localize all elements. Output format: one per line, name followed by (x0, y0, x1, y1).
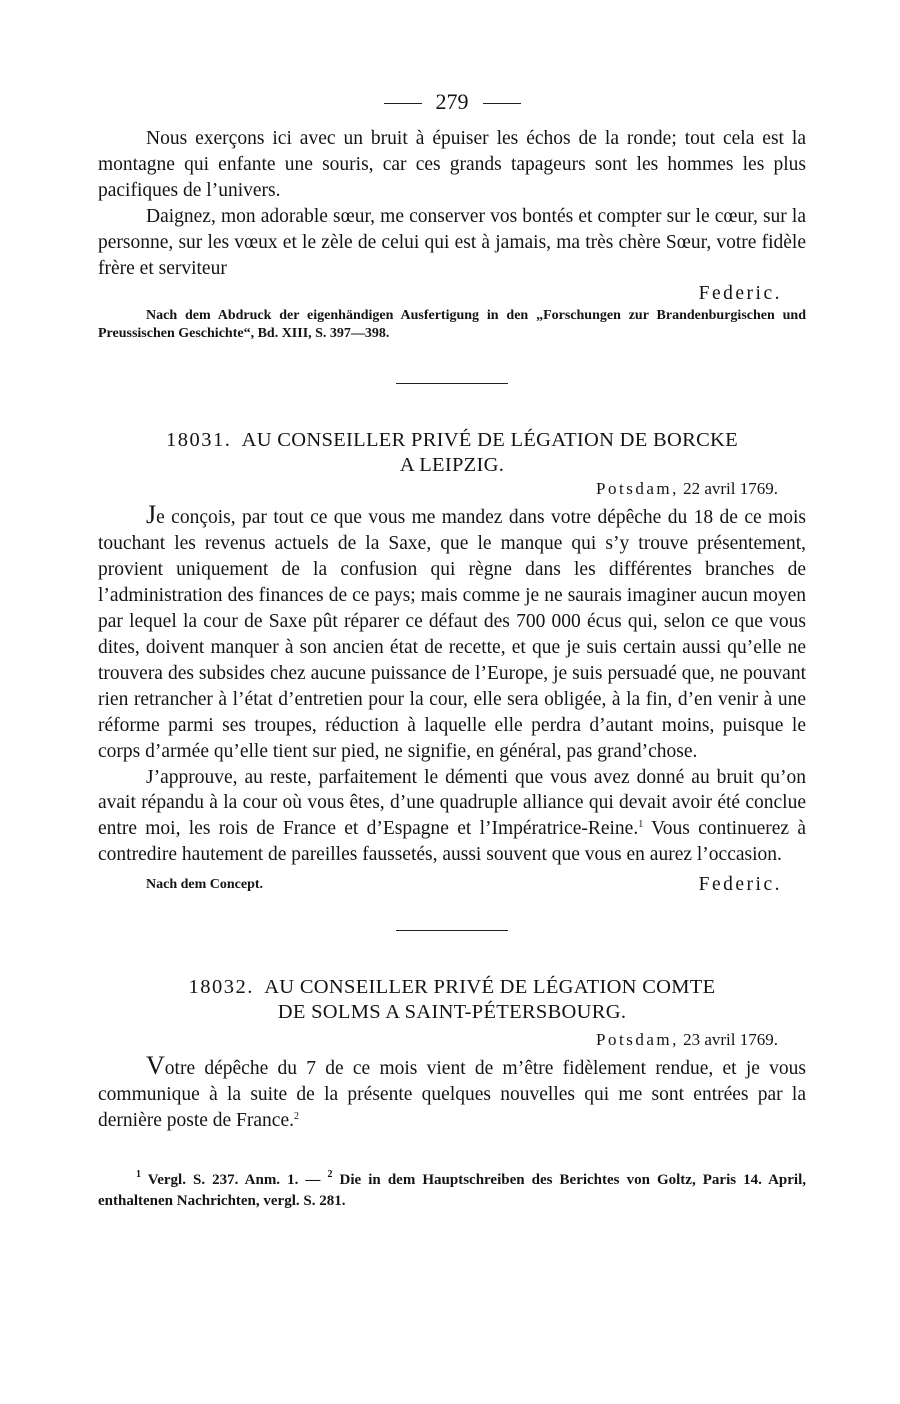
page-header (98, 84, 806, 120)
letter-number: 18032. (188, 976, 254, 999)
source-note: Nach dem Concept. (146, 877, 264, 893)
paragraph (98, 502, 806, 764)
paragraph-text: J’approuve, au reste, parfaitement le démenti que vous avez donné au bruit qu’on avait répandu à la cour où vous êtes, d’une quadruple alliance qui devait avoir été conclue entre moi, les rois de France et d’Espagne et l’Impératrice-Reine. (98, 766, 806, 840)
dateline (98, 478, 806, 500)
drop-cap: J (146, 500, 157, 530)
paragraph: Daignez, mon adorable sœur, me conserver vos bontés et compter sur le cœur, sur la personne, sur les vœux et le zèle de celui qui est à jamais, ma très chère Sœur, votre fidèle frère et serviteur (98, 205, 806, 279)
letter-previous (98, 126, 806, 343)
footnote-ref: 2 (294, 1110, 299, 1122)
signature: Federic. (698, 283, 782, 305)
header-dash-left (384, 103, 422, 104)
title-line-1: AU CONSEILLER PRIVÉ DE LÉGATION DE BORCKE (241, 429, 738, 452)
header-dash-right (483, 103, 521, 104)
footnote-mark: 1 (136, 1168, 141, 1180)
letter-number: 18031. (166, 429, 232, 452)
title-line-1: AU CONSEILLER PRIVÉ DE LÉGATION COMTE (264, 976, 716, 999)
closing-row (98, 872, 806, 898)
footnote-1: Vergl. S. 237. Anm. 1. (147, 1171, 299, 1188)
title-line-2: A LEIPZIG. (399, 454, 505, 477)
paragraph-text: Vous continuerez à contredire hautement de pareilles faussetés, aussi souvent que vous en aurez l’occasion. (98, 818, 806, 866)
paragraph: Nous exerçons ici avec un bruit à épuiser les échos de la ronde; tout cela est la montagne qui enfante une souris, car ces grands tapageurs sont les hommes les plus pacifiques de l’univers. (98, 128, 806, 201)
footnotes (98, 1170, 806, 1212)
section-divider (396, 930, 508, 931)
paragraph (98, 765, 806, 869)
page-number: 279 (435, 89, 469, 114)
paragraph-text: otre dépêche du 7 de ce mois vient de m’être fidèlement rendue, et je vous communique à la suite de la présente quelques nouvelles qui me sont entrées par la dernière poste de France. (98, 1058, 806, 1131)
drop-cap: V (146, 1051, 165, 1081)
letter-title (98, 428, 806, 478)
letter-title (98, 975, 806, 1025)
source-note: Nach dem Abdruck der eigenhändigen Ausfertigung in den „Forschungen zur Brandenburgischen und Preussischen Geschichte“, Bd. XIII, S. 397—398. (98, 308, 806, 342)
footnote-mark: 2 (327, 1168, 333, 1180)
date: 23 avril 1769. (683, 1030, 778, 1050)
letter-18032 (98, 975, 806, 1134)
dateline (98, 1029, 806, 1051)
date: 22 avril 1769. (683, 479, 778, 499)
footnote-separator: — (305, 1171, 321, 1188)
signature: Federic. (698, 874, 782, 896)
date-place: Potsdam, (596, 1030, 679, 1050)
paragraph (98, 1053, 806, 1134)
title-line-2: DE SOLMS A SAINT-PÉTERSBOURG. (277, 1001, 627, 1024)
footnote-ref: 1 (638, 819, 644, 831)
footnote-2: Die in dem Hauptschreiben des Berichtes von Goltz, Paris 14. April, enthaltenen Nachrichten, vergl. S. 281. (98, 1171, 807, 1209)
paragraph-text: e conçois, par tout ce que vous me mandez dans votre dépêche du 18 de ce mois touchant les revenus actuels de la Saxe, que le manque qui s’y trouve présentement, provient uniquement de la confusion qui règne dans les différentes branches de l’administration des finances de ce pays; mais comme je ne saurais imaginer aucun moyen par lequel la cour de Saxe pût réparer ce défaut des 700 000 écus qui, selon ce que vous dites, doivent manquer à son ancien état de recette, et que je suis certain aussi qu’elle ne trouvera des subsides chez aucune puissance de l’Europe, je suis persuadé que, ne pouvant rien retrancher à l’état d’entretien pour la cour, elle sera obligée, à la fin, d’en venir à une réforme parmi ses troupes, réduction à laquelle elle perdra d’autant moins, puisque le corps d’armée qu’elle tient sur pied, ne signifie, en général, pas grand’chose. (98, 507, 806, 762)
document-page (98, 84, 806, 1212)
letter-18031 (98, 428, 806, 898)
section-divider (396, 383, 508, 384)
date-place: Potsdam, (596, 479, 679, 499)
